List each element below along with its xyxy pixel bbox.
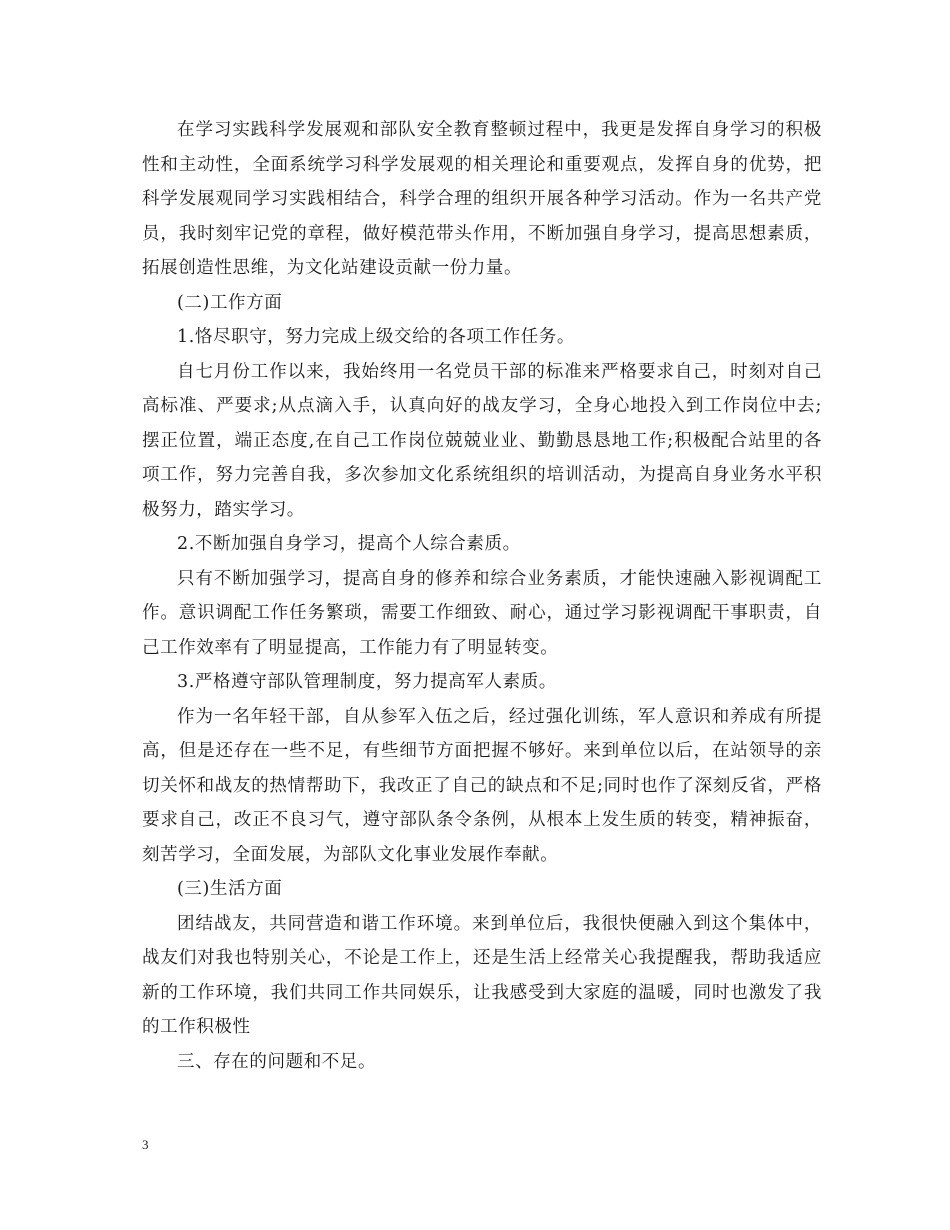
subheading-discipline: 3.严格遵守部队管理制度，努力提高军人素质。 [177,672,557,692]
paragraph-study-practice: 在学习实践科学发展观和部队安全教育整顿过程中，我更是发挥自身学习的积极性和主动性，全面系统学习科学发展观的相关理论和重要观点，发挥自身的优势，把科学发展观同学习实践相结合，科学合理的组织开展各种学习活动。作为一名共产党员，我时刻牢记党的章程，做好模范带头作用，不断加强自身学习，提高思想素质，拓展创造性思维，为文化站建设贡献一份力量。 [142,120,822,278]
paragraph-duty: 自七月份工作以来，我始终用一名党员干部的标准来严格要求自己，时刻对自己高标准、严要求;从点滴入手，认真向好的战友学习，全身心地投入到工作岗位中去; 摆正位置，端正态度,在自己工作岗位兢兢业业、勤勤恳恳地工作;积极配合站里的各项工作，努力完善自我，多次参加文化系统组织的培训活动，为提高自身业务水平积极努力，踏实学习。 [142,361,822,520]
subheading-self-study: 2.不断加强自身学习，提高个人综合素质。 [177,534,521,554]
page-number: 3 [142,1137,149,1152]
subheading-duty: 1.恪尽职守，努力完成上级交给的各项工作任务。 [177,327,575,347]
paragraph-life: 团结战友，共同营造和谐工作环境。来到单位后，我很快便融入到这个集体中，战友们对我也特别关心，不论是工作上，还是生活上经常关心我提醒我，帮助我适应新的工作环境，我们共同工作共同娱乐，让我感受到大家庭的温暖，同时也激发了我的工作积极性 [142,913,822,1037]
paragraph-discipline: 作为一名年轻干部，自从参军入伍之后，经过强化训练，军人意识和养成有所提高，但是还存在一些不足，有些细节方面把握不够好。来到单位以后，在站领导的亲切关怀和战友的热情帮助下，我改正了自己的缺点和不足;同时也作了深刻反省，严格要求自己，改正不良习气，遵守部队条令条例，从根本上发生质的转变，精神振奋，刻苦学习，全面发展，为部队文化事业发展作奉献。 [142,706,822,865]
heading-work-aspect: (二)工作方面 [177,292,283,313]
paragraph-self-study: 只有不断加强学习，提高自身的修养和综合业务素质，才能快速融入影视调配工作。意识调配工作任务繁琐，需要工作细致、耐心，通过学习影视调配干事职责，自己工作效率有了明显提高，工作能力有了明显转变。 [142,568,822,658]
heading-problems: 三、存在的问题和不足。 [177,1051,377,1072]
heading-life-aspect: (三)生活方面 [177,879,283,899]
document-body [142,113,822,1079]
